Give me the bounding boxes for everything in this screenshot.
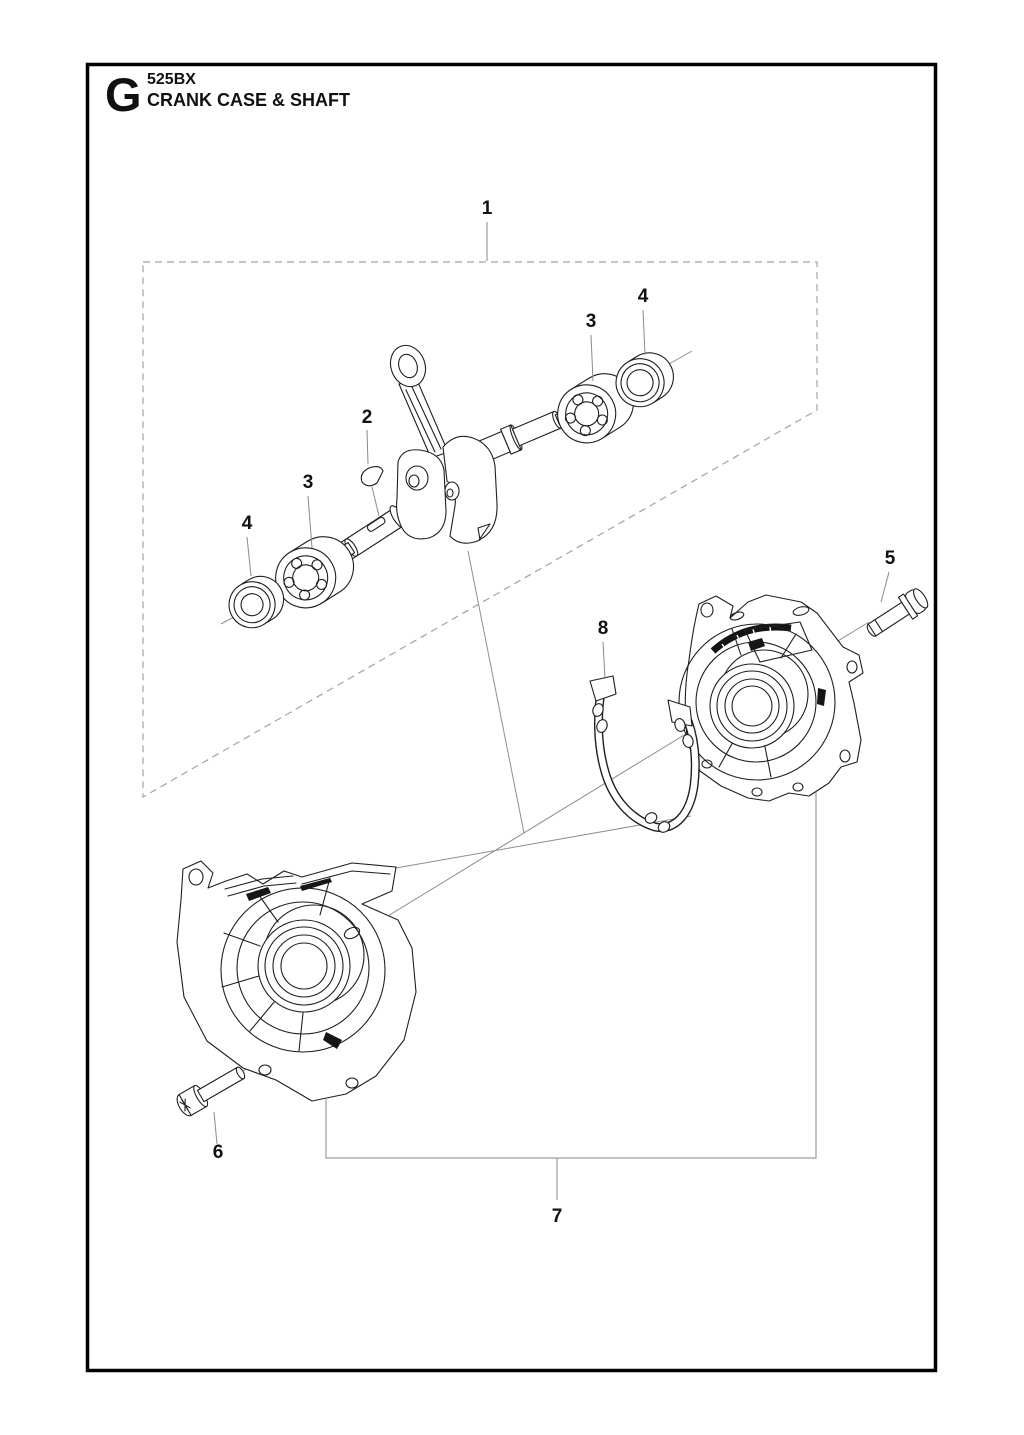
crank-web-front xyxy=(397,450,446,539)
callout-4-upper: 4 xyxy=(637,286,649,307)
page-title: CRANK CASE & SHAFT xyxy=(147,90,351,110)
callout-5: 5 xyxy=(884,548,896,569)
connecting-rod xyxy=(385,340,448,458)
crank-webs xyxy=(397,436,497,543)
callout-3-upper: 3 xyxy=(585,311,597,332)
page-header xyxy=(105,68,350,121)
callout-4-lower: 4 xyxy=(241,513,253,534)
screw-6 xyxy=(174,1061,249,1118)
section-letter: G xyxy=(105,68,142,121)
callout-3-lower: 3 xyxy=(302,472,314,493)
gasket-top-tab xyxy=(590,676,616,701)
callout-2: 2 xyxy=(361,407,373,428)
crankcase-half-right xyxy=(679,595,863,801)
callout-1: 1 xyxy=(481,198,493,219)
crankshaft-drop-line xyxy=(468,551,524,833)
crankcase-half-left xyxy=(177,861,416,1101)
callout-6: 6 xyxy=(212,1142,224,1163)
woodruff-key xyxy=(361,467,383,486)
screw-5 xyxy=(862,585,932,643)
callout-7: 7 xyxy=(551,1206,563,1227)
model-number: 525BX xyxy=(147,71,196,88)
callout-8: 8 xyxy=(597,618,609,639)
